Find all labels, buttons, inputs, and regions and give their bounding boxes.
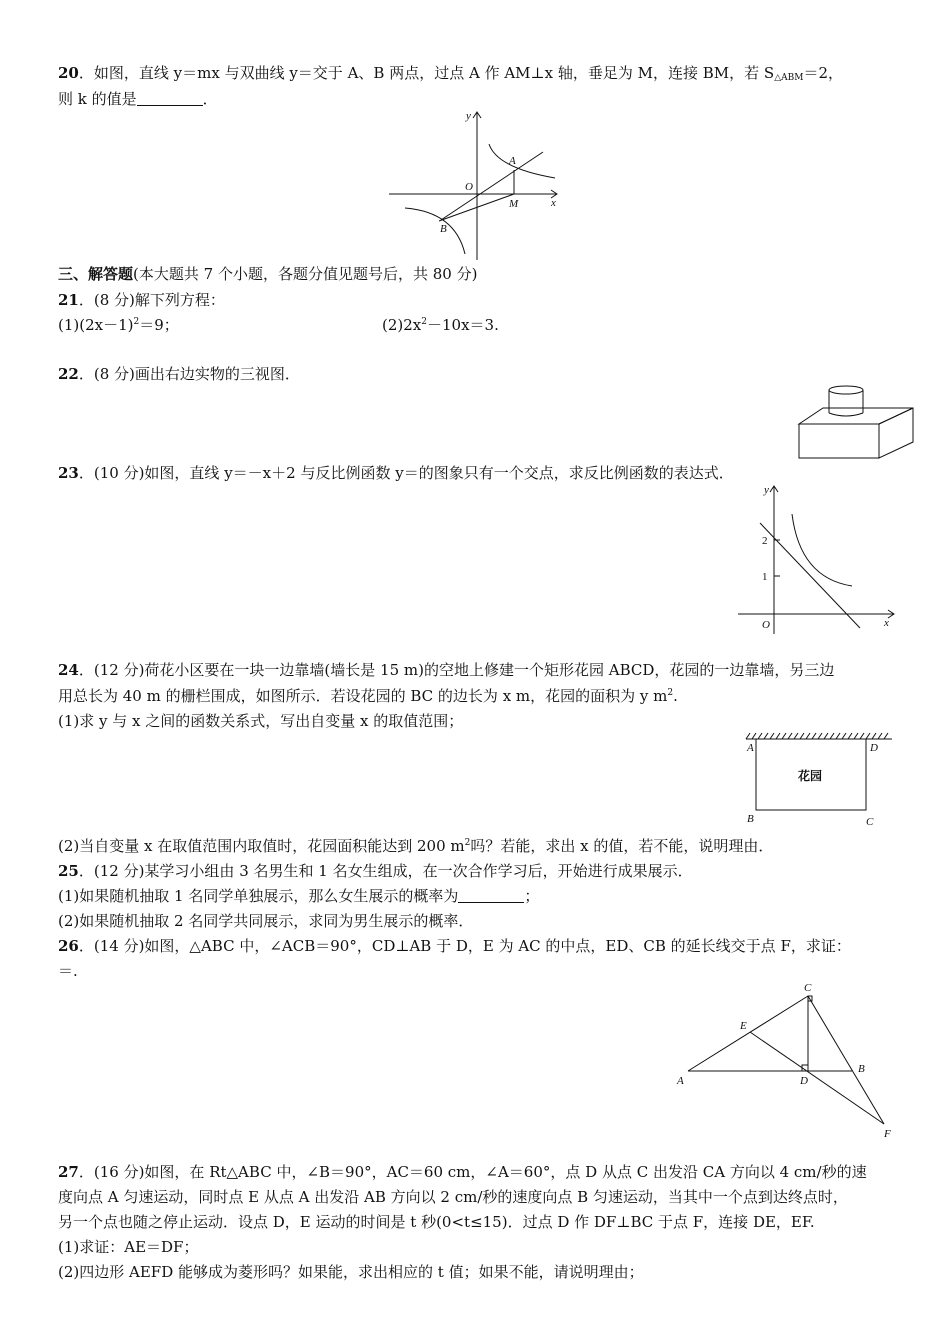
q24-line-1 (58, 660, 834, 680)
box-side-face (879, 408, 913, 458)
q27-part-1-text: (1)求证：AE＝DF； (58, 1238, 199, 1256)
q23-line (58, 463, 734, 483)
label-x: x (884, 617, 889, 629)
q25-line (58, 861, 693, 881)
q24-text-2-tail: . (673, 687, 678, 705)
q27-line-3 (58, 1212, 815, 1232)
q20-number: 20 (58, 64, 79, 82)
q25-answer-blank (458, 888, 524, 903)
q21-part-1-tail: ＝9； (139, 316, 179, 334)
q22-text: ．(8 分)画出右边实物的三视图． (78, 365, 300, 383)
wall-hatching (746, 733, 888, 739)
label-y: y (764, 484, 769, 496)
tick-label-1: 1 (762, 571, 768, 583)
q24-part-1-text: (1)求 y 与 x 之间的函数关系式，写出自变量 x 的取值范围； (58, 712, 464, 730)
q20-text-2: 则 k 的值是 (58, 90, 137, 108)
q25-part-1-tail: ； (524, 887, 540, 905)
section-3-title: 三、解答题 (58, 265, 134, 283)
line-y-mx (441, 152, 543, 220)
q26-text-2: ＝. (58, 962, 78, 980)
q24-text-2: 用总长为 40 m 的栅栏围成，如图所示．若设花园的 BC 的边长为 x m，花园的面积为 y m (58, 687, 668, 705)
q20-subscript: △ABM (774, 73, 804, 83)
section-3-heading (58, 264, 477, 284)
q25-number: 25 (58, 862, 79, 880)
q20-answer-blank (137, 91, 203, 106)
cylinder-bottom (829, 413, 863, 416)
q23-number: 23 (58, 464, 79, 482)
q26-triangle-figure (672, 982, 902, 1142)
label-M: M (509, 198, 519, 210)
q22-solid-object-figure (795, 383, 925, 463)
q21-part-1-sup: 2 (133, 317, 140, 327)
q27-part-2-text: (2)四边形 AEFD 能够成为菱形吗？如果能，求出相应的 t 值；如果不能，请说明理由； (58, 1263, 644, 1281)
tick-label-2: 2 (762, 535, 768, 547)
section-3-note: (本大题共 7 个小题，各题分值见题号后，共 80 分) (133, 265, 478, 283)
q23-text: ．(10 分)如图，直线 y＝－x＋2 与反比例函数 y＝的图象只有一个交点，求反比例函数的表达式． (78, 464, 734, 482)
q26-line-1 (58, 936, 851, 956)
q21-part-2-tail: －10x＝3. (427, 316, 499, 334)
hyperbola-branch-1 (489, 144, 555, 178)
q24-part-2-tail: 吗？若能，求出 x 的值，若不能，说明理由． (470, 837, 774, 855)
q27-part-2 (58, 1262, 644, 1282)
q24-part-2-sup: 2 (464, 838, 471, 848)
label-C: C (804, 982, 812, 994)
q21-number: 21 (58, 291, 79, 309)
label-D: D (800, 1075, 808, 1087)
label-A: A (677, 1075, 684, 1087)
q25-text: ．(12 分)某学习小组由 3 名男生和 1 名女生组成，在一次合作学习后，开始进行成果展示． (78, 862, 693, 880)
label-x: x (551, 197, 556, 209)
q21-part-1 (58, 315, 179, 335)
q26-number: 26 (58, 937, 79, 955)
label-y: y (466, 110, 471, 122)
q20-line-2 (58, 89, 218, 109)
q24-part-2 (58, 836, 773, 856)
label-garden: 花园 (798, 769, 823, 783)
inverse-function-curve (792, 514, 852, 586)
q25-part-1-text: (1)如果随机抽取 1 名同学单独展示，那么女生展示的概率为 (58, 887, 459, 905)
q24-line-2 (58, 686, 678, 706)
q25-part-2-text: (2)如果随机抽取 2 名同学共同展示，求同为男生展示的概率． (58, 912, 474, 930)
q24-text-1: ．(12 分)荷花小区要在一块一边靠墙(墙长是 15 m)的空地上修建一个矩形花园 ABCD，花园的一边靠墙，另三边 (78, 661, 835, 679)
q21-part-2-sup: 2 (421, 317, 427, 327)
q21-part-1-text: (1)(2x－1) (58, 316, 134, 334)
q20-hyperbola-figure (385, 108, 565, 264)
q27-text-2: 度向点 A 匀速运动，同时点 E 从点 A 出发沿 AB 方向以 2 cm/秒的速度向点 B 匀速运动，当其中一个点到达终点时， (58, 1188, 848, 1206)
label-O: O (762, 619, 770, 631)
q27-text-3: 另一个点也随之停止运动．设点 D，E 运动的时间是 t 秒(0<t≤15)．过点 D 作 DF⊥BC 于点 F，连接 DE，EF. (58, 1213, 815, 1231)
q26-text: ．(14 分)如图，△ABC 中，∠ACB＝90°，CD⊥AB 于 D，E 为 AC 的中点，ED、CB 的延长线交于点 F，求证： (78, 937, 851, 955)
label-D: D (870, 742, 878, 754)
q27-line-1 (58, 1162, 867, 1182)
label-A: A (509, 155, 516, 167)
q20-line-1 (58, 63, 843, 83)
q25-part-1 (58, 886, 539, 906)
label-B: B (440, 223, 447, 235)
cylinder-top (829, 386, 863, 394)
q27-part-1 (58, 1237, 198, 1257)
q20-text-2-end: ． (202, 90, 218, 108)
q21-part-2 (382, 315, 499, 335)
q24-number: 24 (58, 661, 79, 679)
q27-number: 27 (58, 1163, 79, 1181)
q24-text-2-sup: 2 (667, 688, 674, 698)
q24-part-2-text: (2)当自变量 x 在取值范围内取值时，花园面积能达到 200 m (58, 837, 465, 855)
q24-part-1 (58, 711, 463, 731)
q22-number: 22 (58, 365, 79, 383)
q21-text: ．(8 分)解下列方程： (78, 291, 225, 309)
q26-line-2 (58, 961, 78, 981)
q24-garden-figure (738, 730, 898, 828)
q27-text-1: ．(16 分)如图，在 Rt△ABC 中，∠B＝90°，AC＝60 cm，∠A＝60°，点 D 从点 C 出发沿 CA 方向以 4 cm/秒的速 (78, 1163, 867, 1181)
q20-text-tail: ＝2， (803, 64, 843, 82)
q21-part-2-text: (2)2x (382, 316, 422, 334)
q27-line-2 (58, 1187, 848, 1207)
label-F: F (884, 1128, 891, 1140)
q20-text: ．如图，直线 y＝mx 与双曲线 y＝交于 A、B 两点，过点 A 作 AM⊥x 轴，垂足为 M，连接 BM，若 S (78, 64, 775, 82)
segment-CF (808, 996, 884, 1124)
label-C: C (866, 816, 874, 828)
label-O: O (465, 181, 473, 193)
label-B: B (858, 1063, 865, 1075)
segment-EF (750, 1032, 884, 1124)
q22-line (58, 364, 300, 384)
q21-line (58, 290, 225, 310)
label-A: A (747, 742, 754, 754)
q23-graph-figure (734, 480, 899, 638)
box-front-face (799, 424, 879, 458)
label-E: E (740, 1020, 747, 1032)
q25-part-2 (58, 911, 473, 931)
label-B: B (747, 813, 754, 825)
